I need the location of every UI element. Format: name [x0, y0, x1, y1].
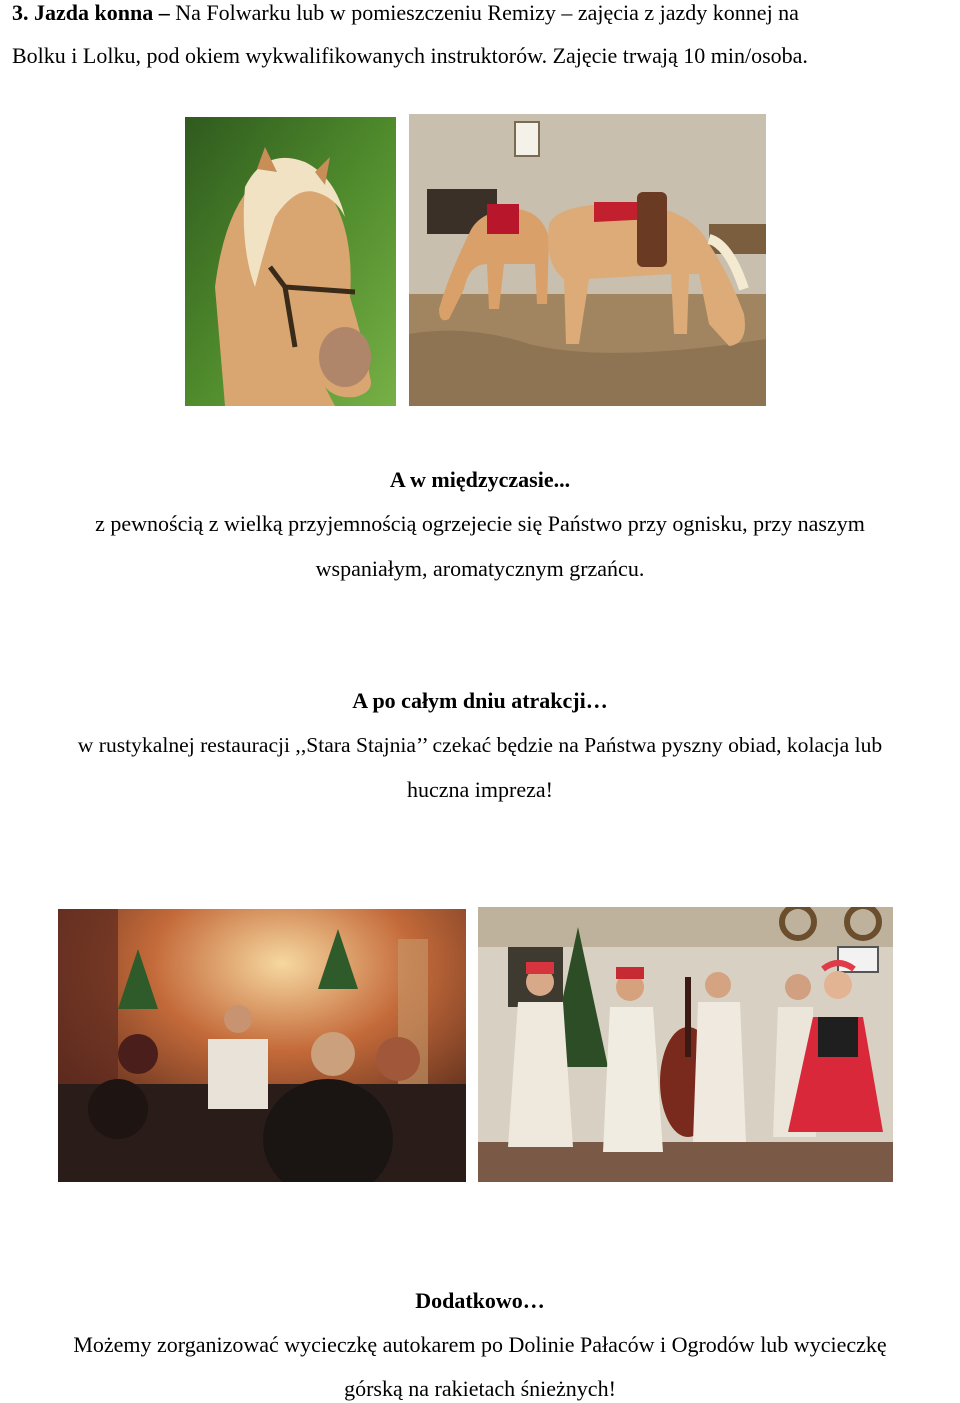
ponies-stable-photo: [409, 114, 766, 406]
restaurant-dinner-photo: [58, 909, 466, 1182]
meanwhile-line2: wspaniałym, aromatycznym grzańcu.: [315, 556, 645, 581]
after-line2: huczna impreza!: [407, 777, 553, 802]
after-heading: A po całym dniu atrakcji…: [352, 688, 608, 713]
additionally-line2: górską na rakietach śnieżnych!: [344, 1376, 616, 1401]
additionally-line1: Możemy zorganizować wycieczkę autokarem po Dolinie Pałaców i Ogrodów lub wycieczkę: [73, 1332, 887, 1357]
section3-heading: 3. Jazda konna –: [12, 0, 170, 25]
after-line1: w rustykalnej restauracji ,,Stara Stajnia’’ czekać będzie na Państwa pyszny obiad, kolacja lub: [77, 733, 883, 757]
pony-portrait-photo: [185, 117, 396, 406]
section3-line1-text: Na Folwarku lub w pomieszczeniu Remizy – zajęcia z jazdy konnej na: [169, 0, 799, 25]
meanwhile-heading: A w międzyczasie...: [389, 467, 571, 492]
additionally-heading: Dodatkowo…: [415, 1288, 545, 1313]
folk-band-photo: [478, 907, 893, 1182]
section3-line2: Bolku i Lolku, pod okiem wykwalifikowanych instruktorów. Zajęcie trwają 10 min/osoba.: [12, 43, 808, 68]
meanwhile-line1: z pewnością z wielką przyjemnością ogrzejecie się Państwo przy ognisku, przy naszym: [95, 511, 865, 536]
section3-line1: [12, 0, 799, 26]
